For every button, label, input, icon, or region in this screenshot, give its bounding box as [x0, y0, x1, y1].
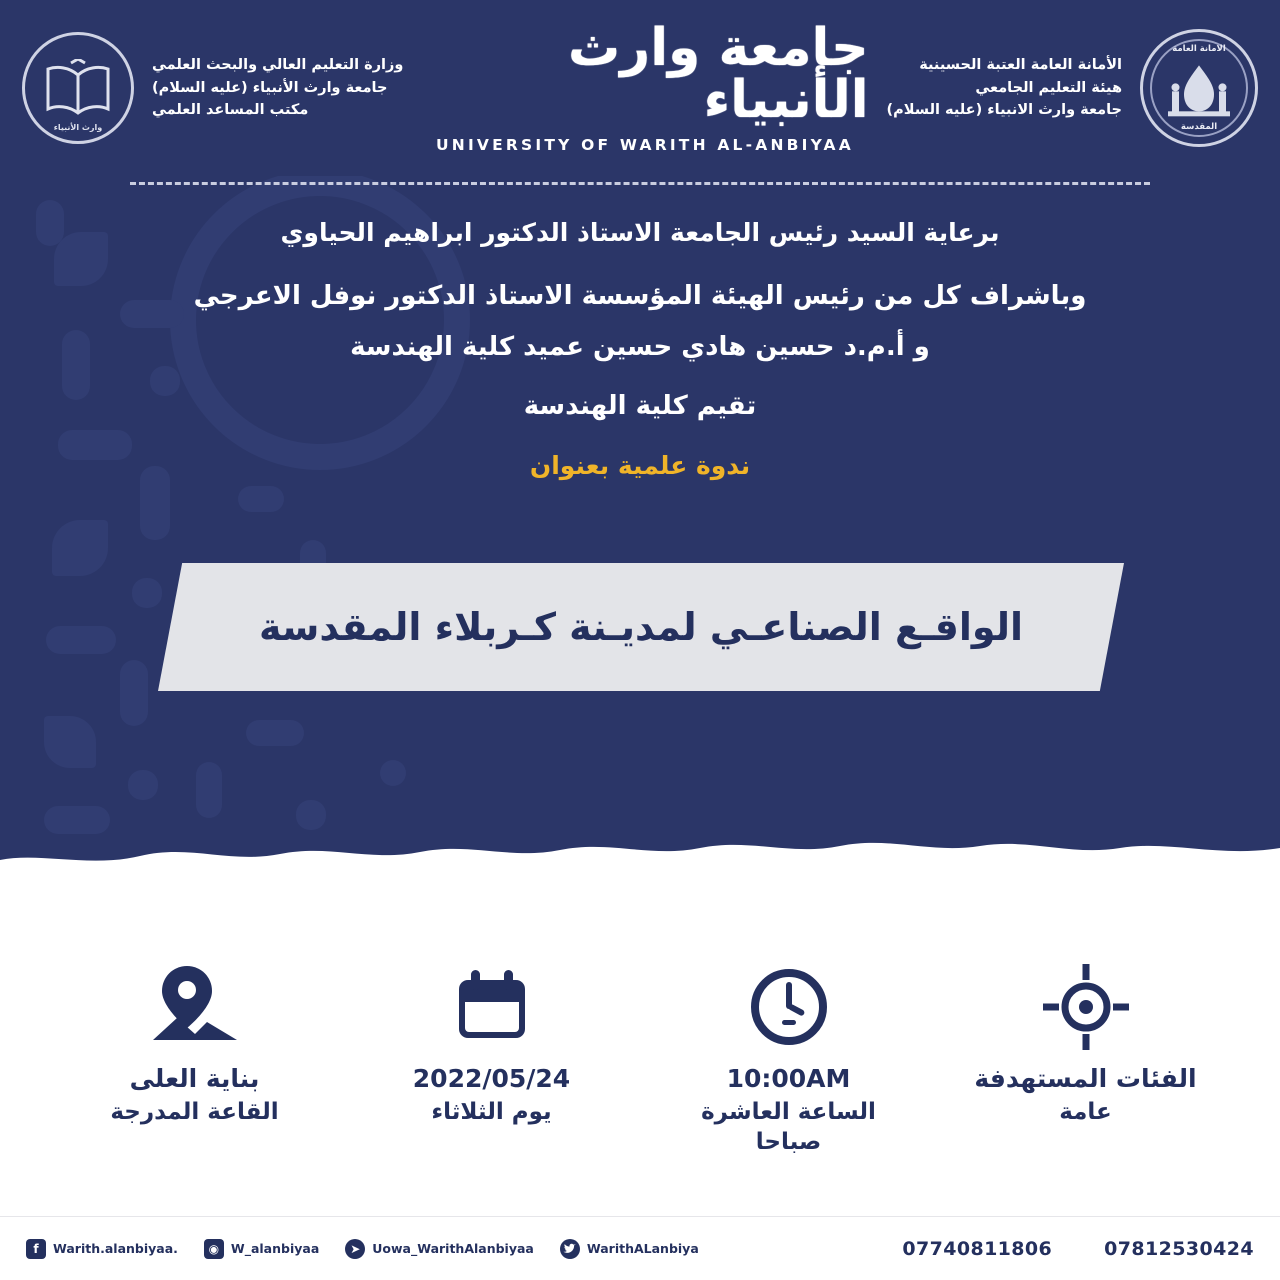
detail-sub: عامة [1059, 1099, 1112, 1126]
seal-bottom-text: المقدسة [1180, 122, 1218, 132]
left-org-line-1: الأمانة العامة العتبة الحسينية [919, 57, 1122, 74]
left-org-line-3: جامعة وارث الانبياء (عليه السلام) [886, 102, 1122, 119]
detail-main: 2022/05/24 [412, 1063, 571, 1093]
clock-icon [674, 961, 904, 1053]
calendar-icon [377, 961, 607, 1053]
al-abbas-holy-shrine-seal [1140, 29, 1258, 147]
poster-footer [0, 1216, 1280, 1280]
header-divider [130, 182, 1150, 185]
right-org-line-2: جامعة وارث الأنبياء (عليه السلام) [152, 79, 388, 96]
social-handle[interactable]: Warith.alanbiyaa. [53, 1241, 178, 1256]
phone-numbers [902, 1238, 1254, 1260]
detail-date [377, 961, 607, 1128]
social-handle[interactable]: WarithALanbiya [586, 1241, 699, 1256]
detail-location [80, 961, 310, 1128]
title-banner [158, 563, 1124, 691]
facebook-icon: f [26, 1239, 46, 1259]
detail-time [674, 961, 904, 1158]
social-twitter[interactable] [560, 1239, 699, 1259]
seal-top-text: الامانة العامة [1172, 44, 1226, 54]
organizer-line: تقيم كلية الهندسة [523, 390, 757, 421]
shrine-dome-icon [1164, 61, 1234, 119]
detail-main: 10:00AM [726, 1063, 851, 1093]
poster-body [60, 214, 1220, 480]
right-org-block [134, 54, 421, 121]
patronage-line: برعاية السيد رئيس الجامعة الاستاذ الدكتور ابراهيم الحياوي [280, 218, 1000, 247]
detail-sub: الساعة العاشرة صباحا [701, 1099, 876, 1156]
supervision-line-1: وباشراف كل من رئيس الهيئة المؤسسة الاستاذ الدكتور نوفل الاعرجي [193, 280, 1087, 311]
detail-sub: يوم الثلاثاء [431, 1099, 552, 1126]
detail-main: بناية العلى [129, 1063, 260, 1093]
social-facebook[interactable] [26, 1239, 178, 1259]
twitter-icon [560, 1239, 580, 1259]
phone-number-2[interactable]: 07812530424 [1104, 1237, 1254, 1260]
emblem-mini-text: وارث الأنبياء [53, 123, 103, 132]
detail-main: الفئات المستهدفة [974, 1063, 1197, 1093]
social-telegram[interactable] [345, 1239, 534, 1259]
event-details-row [0, 961, 1280, 1158]
right-org-line-3: مكتب المساعد العلمي [152, 102, 309, 119]
detail-sub: القاعة المدرجة [110, 1099, 279, 1126]
event-title: الواقـع الصناعـي لمديـنة كـربلاء المقدسة [258, 605, 1024, 649]
supervision-line-2: و أ.م.د حسين هادي حسين عميد كلية الهندسة [350, 332, 930, 363]
social-handle[interactable]: Uowa_WarithAlanbiyaa [372, 1241, 534, 1256]
wordmark-arabic: جامعة وارث الأنبياء [568, 18, 869, 130]
event-kind-line: ندوة علمية بعنوان [529, 450, 751, 480]
social-instagram[interactable] [204, 1239, 319, 1259]
wordmark-english: UNIVERSITY OF WARITH AL-ANBIYAA [435, 136, 854, 154]
social-links [26, 1239, 699, 1259]
detail-target-audience [971, 961, 1201, 1128]
location-pin-icon [80, 961, 310, 1053]
left-org-block [869, 54, 1140, 121]
target-icon [971, 961, 1201, 1053]
open-book-icon [41, 59, 115, 121]
university-wordmark [421, 18, 869, 154]
university-emblem [22, 32, 134, 144]
phone-number-1[interactable]: 07740811806 [902, 1237, 1053, 1260]
social-handle[interactable]: W_alanbiyaa [230, 1241, 320, 1256]
left-org-line-2: هيئة التعليم الجامعي [975, 79, 1122, 96]
poster-header [0, 0, 1280, 176]
telegram-icon: ➤ [345, 1239, 365, 1259]
instagram-icon: ◉ [204, 1239, 224, 1259]
banner-text-wrap [158, 563, 1124, 691]
right-org-line-1: وزارة التعليم العالي والبحث العلمي [152, 57, 404, 74]
torn-edge [0, 834, 1280, 880]
